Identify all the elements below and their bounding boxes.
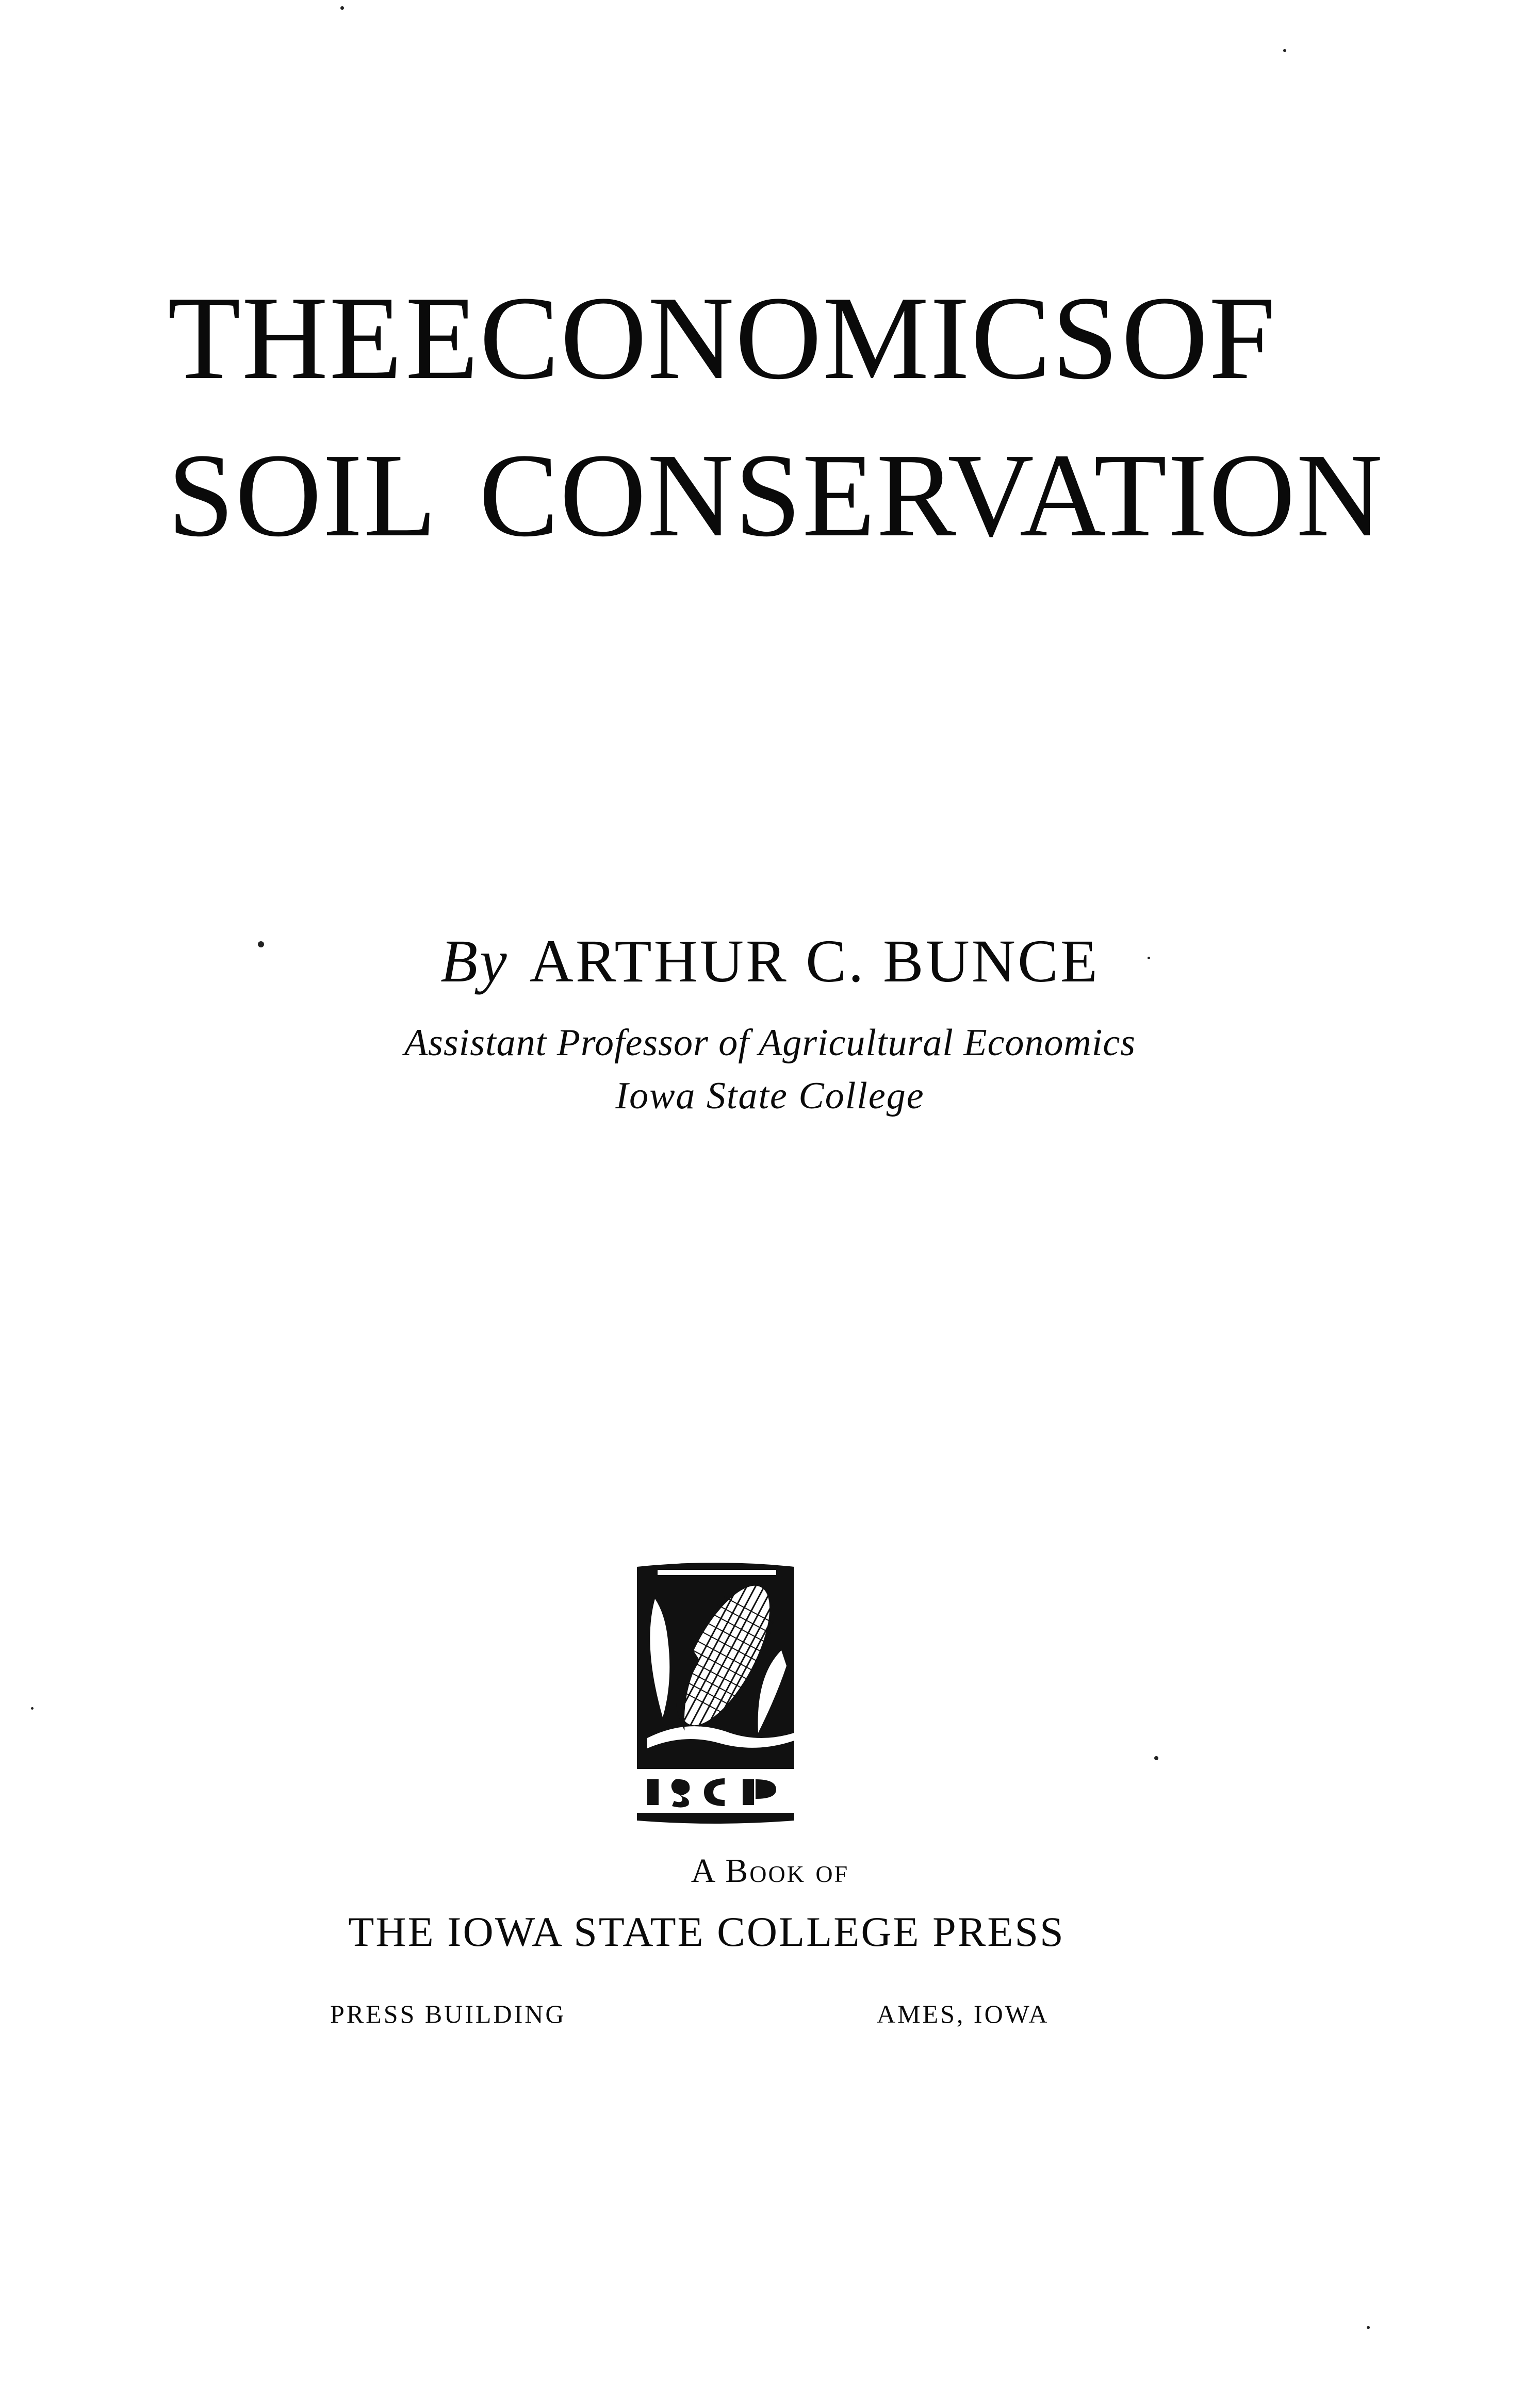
- author-by-label: By: [440, 927, 509, 995]
- title-word-soil: SOIL: [168, 429, 438, 562]
- scan-speck: [1154, 1756, 1158, 1760]
- scan-speck: [1148, 957, 1150, 959]
- author-name: ARTHUR C. BUNCE: [529, 927, 1100, 995]
- corn-ear-emblem-icon: [627, 1563, 805, 1826]
- press-address-city: AMES, IOWA: [877, 1999, 1050, 2028]
- author-position: Assistant Professor of Agricultural Economics: [404, 1022, 1136, 1064]
- author-institution: Iowa State College: [615, 1075, 925, 1117]
- title-word-economics: ECONOMICS: [405, 272, 1120, 404]
- press-name: THE IOWA STATE COLLEGE PRESS: [348, 1908, 1065, 1955]
- press-address-building: PRESS BUILDING: [330, 1999, 566, 2028]
- author-byline: [0, 927, 1540, 995]
- title-word-conservation: CONSERVATION: [479, 429, 1384, 562]
- scan-speck: [1367, 2326, 1370, 2329]
- title-word-of: OF: [1121, 272, 1276, 404]
- scan-speck: [1283, 49, 1286, 52]
- title-line-1: [168, 272, 1276, 404]
- scan-speck: [258, 941, 264, 947]
- scan-speck: [340, 6, 344, 10]
- title-word-the: THE: [168, 272, 403, 404]
- title-line-2: [168, 429, 1384, 562]
- scan-speck: [31, 1707, 34, 1710]
- book-of-label: A Book of: [691, 1852, 849, 1890]
